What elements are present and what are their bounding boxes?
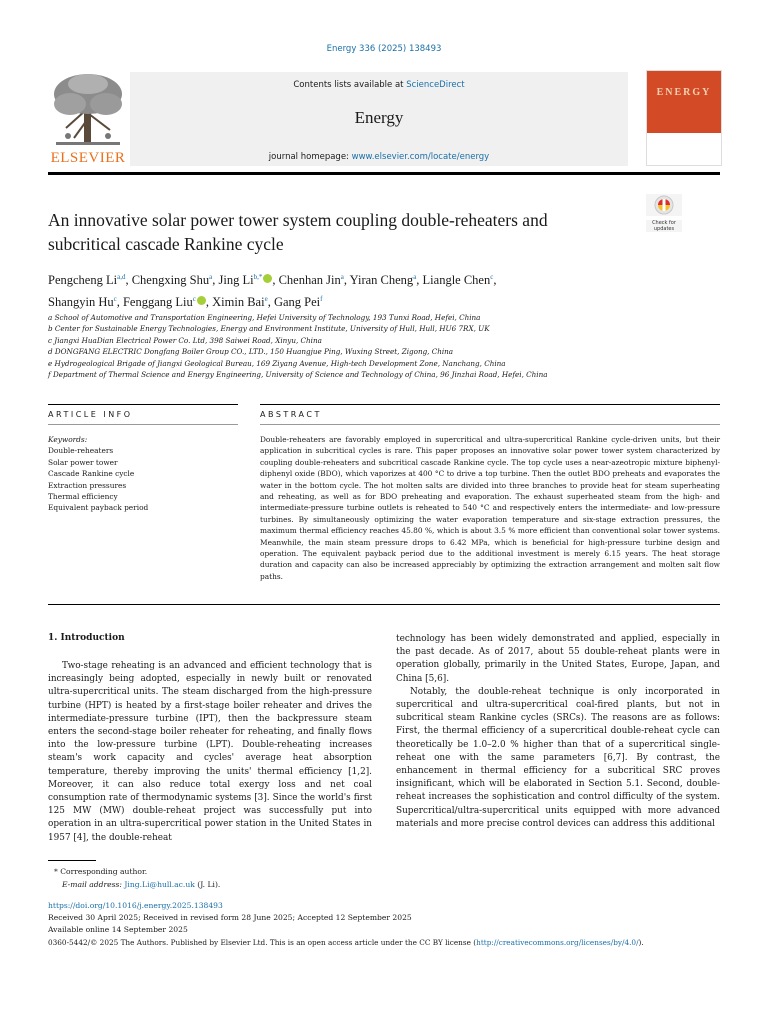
cover-title: ENERGY (656, 87, 712, 98)
author-sep: , (116, 295, 123, 310)
author-sep: , (272, 273, 279, 288)
journal-name: Energy (354, 108, 404, 127)
crossmark-label (646, 220, 682, 232)
keyword: Cascade Rankine cycle (48, 469, 135, 479)
left-column (48, 660, 372, 845)
license-line (48, 937, 728, 948)
contents-line (130, 80, 628, 90)
affil-marker[interactable]: b,* (253, 273, 263, 281)
doi-link[interactable]: https://doi.org/10.1016/j.energy.2025.138493 (48, 901, 223, 910)
masthead (48, 70, 720, 174)
abstract-subrule (260, 424, 720, 425)
author-sep: , (267, 295, 274, 310)
article-info-subrule (48, 424, 238, 425)
cover-image (647, 71, 721, 133)
keyword: Extraction pressures (48, 480, 127, 490)
author[interactable] (350, 273, 417, 287)
crossmark-icon (646, 194, 682, 216)
author-name: Jing Li (218, 273, 254, 288)
author[interactable] (132, 273, 213, 287)
masthead-rule (48, 172, 720, 175)
crossmark-line-1: Check for (652, 220, 676, 226)
homepage-link[interactable]: www.elsevier.com/locate/energy (351, 152, 490, 162)
author[interactable] (212, 295, 268, 309)
paragraph: technology has been widely demonstrated and applied, especially in the past decade. As of 2017, about 55 double-reheat plants were in operation globally, primarily in the United States, Europe, Japan, and China [5,6]. (396, 634, 720, 684)
author-name: Pengcheng Li (48, 273, 118, 288)
author[interactable] (123, 295, 206, 309)
keywords-block (48, 434, 228, 514)
affil-marker[interactable]: a (209, 273, 213, 281)
check-for-updates-badge[interactable] (646, 194, 682, 232)
abstract-rule (260, 404, 720, 405)
keywords-label: Keywords: (48, 435, 88, 444)
elsevier-tree-logo (48, 70, 128, 170)
abstract-heading: ABSTRACT (260, 410, 322, 419)
email-label: E-mail address: (62, 880, 125, 889)
crossmark-line-2: updates (653, 226, 675, 232)
orcid-icon[interactable] (263, 274, 272, 283)
homepage-prefix: journal homepage: (268, 152, 352, 162)
received-dates: Received 30 April 2025; Received in revised form 28 June 2025; Accepted 12 September 2025 (48, 913, 412, 922)
author[interactable] (219, 273, 273, 287)
author-sep: , (416, 273, 423, 288)
author-name: Shangyin Hu (48, 295, 114, 310)
affiliation: b Center for Sustainable Energy Technologies, Energy and Environment Institute, University of Hull, Hull, HU6 7RX, UK (48, 324, 490, 334)
affil-marker[interactable]: a (340, 273, 344, 281)
author-name: Fenggang Liu (122, 295, 193, 310)
author-sep: , (125, 273, 132, 288)
author[interactable] (48, 295, 117, 309)
author-name: Chenhan Jin (278, 273, 341, 288)
email-suffix: (J. Li). (194, 880, 221, 889)
affiliation: a School of Automotive and Transportation Engineering, Hefei University of Technology, 193 Tunxi Road, Hefei, China (48, 313, 481, 322)
sciencedirect-link[interactable]: ScienceDirect (406, 80, 465, 90)
license-prefix: 0360-5442/© 2025 The Authors. Published by Elsevier Ltd. This is an open access article under the CC BY license ( (48, 938, 477, 947)
author[interactable] (279, 273, 344, 287)
title-line-2: subcritical cascade Rankine cycle (48, 234, 284, 254)
license-link[interactable]: http://creativecommons.org/licenses/by/4.0/ (476, 938, 639, 947)
paragraph: Notably, the double-reheat technique is only incorporated in supercritical and ultra-supercritical coal-fired plants, but not in subcritical steam Rankine cycles (SRCs). The reasons are as follows: First, the thermal efficiency of a supercritical double-reheat cycle can theoretically be 1.0–2.0 % higher than that of a supercritical single-reheat one with the same parameters [6,7]. By contrast, the enhancement in thermal efficiency for a subcritical SRC proves insignificant, which will be elaborated in Section 5.1. Second, double-reheat increases the sophistication and control difficulty of the system. Supercritical/ultra-supercritical units equipped with more advanced materials and more precise control devices can address this additional (396, 686, 720, 829)
contents-prefix: Contents lists available at (293, 80, 407, 90)
footnote-rule (48, 860, 96, 861)
section-heading-introduction: 1. Introduction (48, 633, 125, 643)
affiliation: f Department of Thermal Science and Energy Engineering, University of Science and Technology of China, 96 Jinzhai Road, Hefei, China (48, 370, 548, 380)
available-online: Available online 14 September 2025 (48, 925, 188, 934)
journal-banner (130, 72, 628, 166)
affiliations (48, 312, 708, 380)
author[interactable] (48, 273, 125, 287)
keyword: Thermal efficiency (48, 492, 118, 502)
license-suffix: ). (638, 938, 644, 947)
keyword: Solar power tower (48, 457, 118, 467)
author-name: Gang Pei (273, 295, 321, 310)
right-column (396, 633, 720, 831)
affil-marker[interactable]: e (264, 295, 268, 304)
author-name: Ximin Bai (212, 295, 265, 310)
email-link[interactable]: Jing.Li@hull.ac.uk (124, 880, 195, 889)
author-list (48, 268, 668, 312)
affil-marker[interactable]: c (192, 295, 196, 304)
abstract-text: Double-reheaters are favorably employed in supercritical and ultra-supercritical Rankine cycle-driven units, but their application in subcritical cycles is rare. This paper proposes an innovative solar power tower system characterized by coupling double-reheaters and subcritical cascade Rankine cycle. The top cycle uses a near-azeotropic mixture biphenyl-diphenyl oxide (BDO), which vaporizes at 400 °C to drive a top turbine. Then the outlet BDO preheats and evaporates the water in the bottom cycle. The hot molten salts are divided into three branches to provide heat for steam superheating and reheating, as well as for BDO preheating and evaporation. The exhaust superheated steam from the high- and intermediate-pressure turbine outlets is reheated to 540 °C and respectively enters the intermediate- and low-pressure turbines. By simultaneously optimizing the water evaporation temperature and six-stage extraction pressures, the maximum thermal efficiency reaches 45.80 %, which is about 3.5 % more efficient than conventional solar tower systems. Meanwhile, the main steam pressure drops to 6.42 MPa, which is beneficial for high-pressure turbine design and operation. The equivalent payback period due to the additional investment is merely 6.15 years. The heat storage duration and capacity can also be increased appreciably by optimizing the extraction arrangement and molten salt flow paths. (260, 435, 720, 581)
article-info-rule (48, 404, 238, 405)
author-name: Liangle Chen (422, 273, 491, 288)
title-line-1: An innovative solar power tower system coupling double-reheaters and (48, 210, 548, 230)
keyword: Double-reheaters (48, 446, 114, 456)
journal-cover[interactable] (646, 70, 722, 166)
tree-icon (48, 70, 128, 150)
publisher-name: ELSEVIER (50, 150, 126, 166)
affiliation: e Hydrogeological Brigade of Jiangxi Geological Bureau, 169 Ziyang Avenue, High-tech Development Zone, Nanchang, China (48, 358, 506, 368)
email-line (62, 879, 220, 890)
article-title (48, 208, 628, 256)
author-sep: , (493, 273, 497, 288)
orcid-icon[interactable] (197, 296, 206, 305)
affil-marker[interactable]: a,d (117, 273, 126, 281)
author[interactable] (422, 273, 497, 288)
affiliation: c Jiangxi HuaDian Electrical Power Co. Ltd, 398 Saiwei Road, Xinyu, China (48, 335, 322, 345)
affil-marker[interactable]: f (320, 295, 323, 304)
homepage-line (130, 152, 628, 162)
corresponding-author-note: * Corresponding author. (54, 867, 148, 876)
affil-marker[interactable]: c (490, 273, 494, 281)
article-info-heading: ARTICLE INFO (48, 410, 133, 419)
author-sep: , (343, 273, 350, 288)
paragraph: Two-stage reheating is an advanced and efficient technology that is increasingly being adopted, especially in newly built or renovated ultra-supercritical units. The steam discharged from the high-pressure turbine (HPT) is heated by a first-stage boiler reheater and drives the intermediate-pressure turbine (IPT), then the backpressure steam enters the second-stage boiler reheater for reheating, and finally flows into the low-pressure turbine (LPT). Double-reheating increases steam's work capacity and cycles' average heat absorption temperature, thereby improving the units' thermal efficiency [1,2]. Moreover, it can also reduce total exergy loss and net coal consumption rate of thermodynamic systems [3]. Since the world's first 125 MW (MW) double-reheat project was successfully put into operation in an ultra-supercritical power station in the United States in 1957 [4], the double-reheat (48, 661, 372, 843)
keyword: Equivalent payback period (48, 503, 149, 513)
journal-reference[interactable]: Energy 336 (2025) 138493 (326, 44, 442, 54)
affil-marker[interactable]: c (113, 295, 117, 304)
author-name: Chengxing Shu (131, 273, 210, 288)
affil-marker[interactable]: a (413, 273, 417, 281)
author[interactable] (274, 295, 323, 309)
affiliation: d DONGFANG ELECTRIC Dongfang Boiler Group CO., LTD., 150 Huangjue Ping, Wuxing Street, Zigong, China (48, 347, 454, 357)
author-sep: , (212, 273, 219, 288)
author-sep: , (205, 295, 213, 310)
author-name: Yiran Cheng (349, 273, 414, 288)
abstract-bottom-rule (48, 604, 720, 605)
